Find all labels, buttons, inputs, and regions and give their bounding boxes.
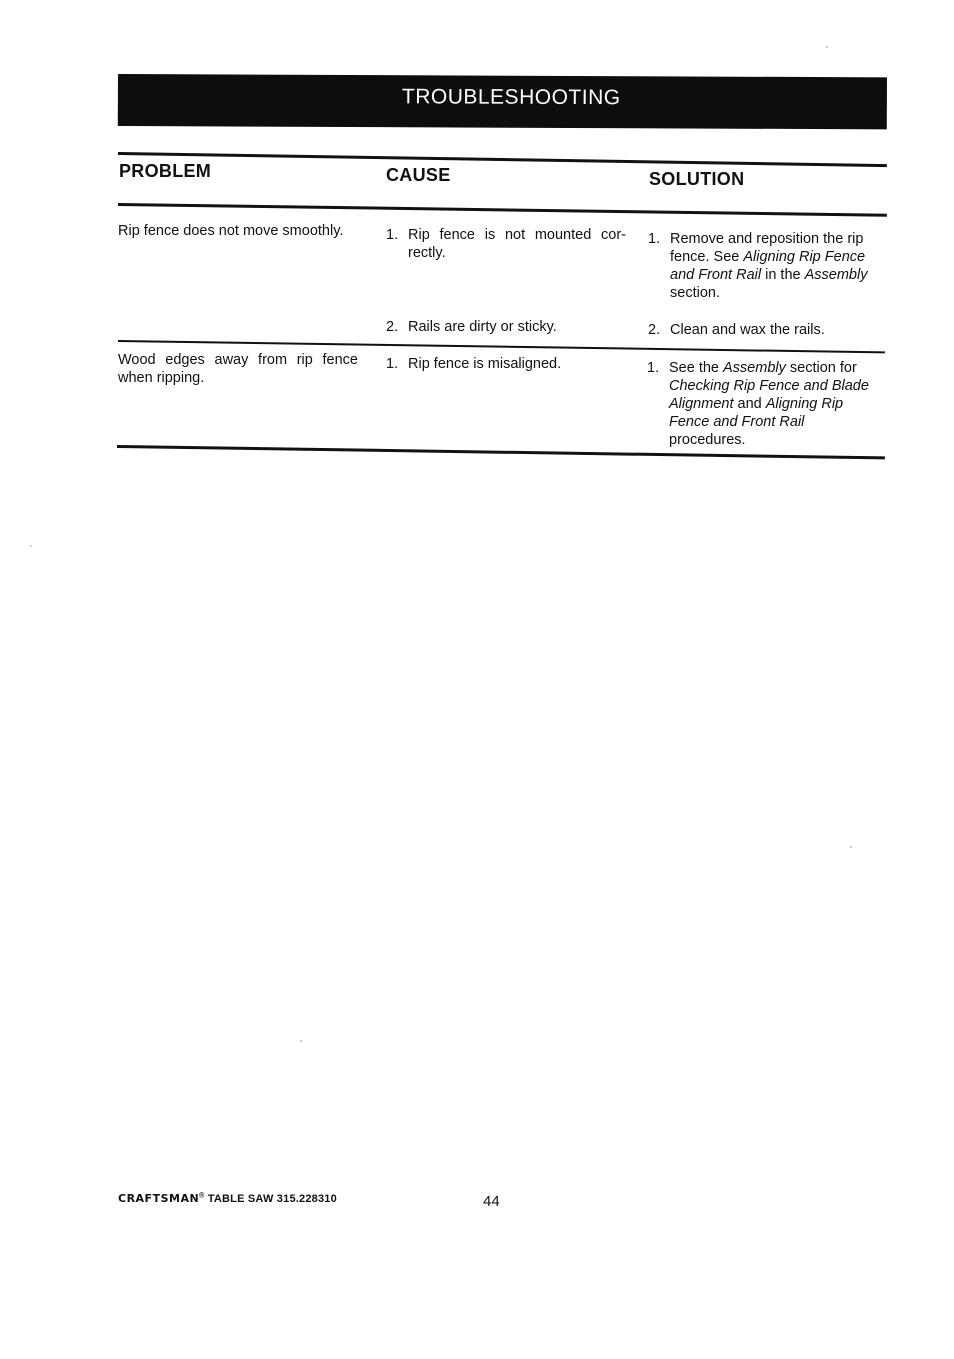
list-number: 2. [648, 322, 661, 338]
solution-text: procedures. [669, 432, 746, 448]
solution-reference: Aligning Rip Fence and Front Rail [670, 249, 866, 283]
row1-solution-1 [648, 230, 880, 302]
page-title: TROUBLESHOOTING [401, 85, 621, 110]
scan-speck [30, 545, 32, 547]
page-number: 44 [483, 1193, 500, 1210]
solution-text: See the [669, 360, 724, 376]
solution-text: Clean and wax the rails. [670, 322, 825, 338]
row1-cause-2 [386, 318, 626, 336]
scan-speck [850, 846, 852, 848]
list-number: 1. [386, 356, 399, 372]
solution-text: in the [761, 267, 805, 283]
registered-mark: ® [199, 1192, 205, 1200]
footer-product [118, 1192, 337, 1205]
problem-text-line2: when ripping. [118, 370, 205, 386]
row2-cause-1 [386, 355, 626, 373]
solution-reference: Assembly [804, 267, 868, 283]
problem-text-line1: Wood edges away from rip fence [118, 352, 358, 368]
row1-problem: Rip fence does not move smoothly. [118, 223, 344, 239]
scan-speck [826, 46, 828, 48]
solution-text: Remove and reposition the rip fence. See [670, 231, 864, 265]
cause-text-line1: Rip fence is not mounted cor- [408, 227, 626, 243]
column-header-cause: CAUSE [386, 165, 451, 185]
row1-solution-2 [648, 321, 880, 339]
title-banner [118, 74, 887, 129]
cause-text-line2: rectly. [408, 245, 446, 261]
list-number: 1. [386, 227, 399, 243]
header-bottom-rule [118, 203, 887, 217]
list-number: 2. [386, 319, 399, 335]
scan-speck [300, 1040, 302, 1042]
solution-text: section for [785, 360, 857, 376]
row1-cause-1 [386, 226, 626, 262]
solution-reference: Assembly [723, 360, 786, 376]
solution-text: section. [670, 285, 720, 301]
row2-problem [118, 351, 358, 387]
solution-reference: Checking Rip Fence and Blade Alignment [669, 378, 869, 412]
list-number: 1. [647, 360, 660, 376]
solution-text: and [733, 396, 766, 412]
list-number: 1. [648, 231, 661, 247]
cause-text: Rip fence is misaligned. [408, 356, 562, 372]
row2-solution-1 [647, 359, 883, 449]
column-header-solution: SOLUTION [649, 169, 745, 189]
brand-logo: CRAFTSMAN [118, 1192, 200, 1205]
solution-reference: Aligning Rip Fence and Front Rail [669, 396, 844, 430]
product-model: TABLE SAW 315.228310 [204, 1193, 337, 1205]
header-top-rule [118, 152, 887, 167]
cause-text: Rails are dirty or sticky. [408, 319, 557, 335]
column-header-problem: PROBLEM [119, 161, 212, 181]
